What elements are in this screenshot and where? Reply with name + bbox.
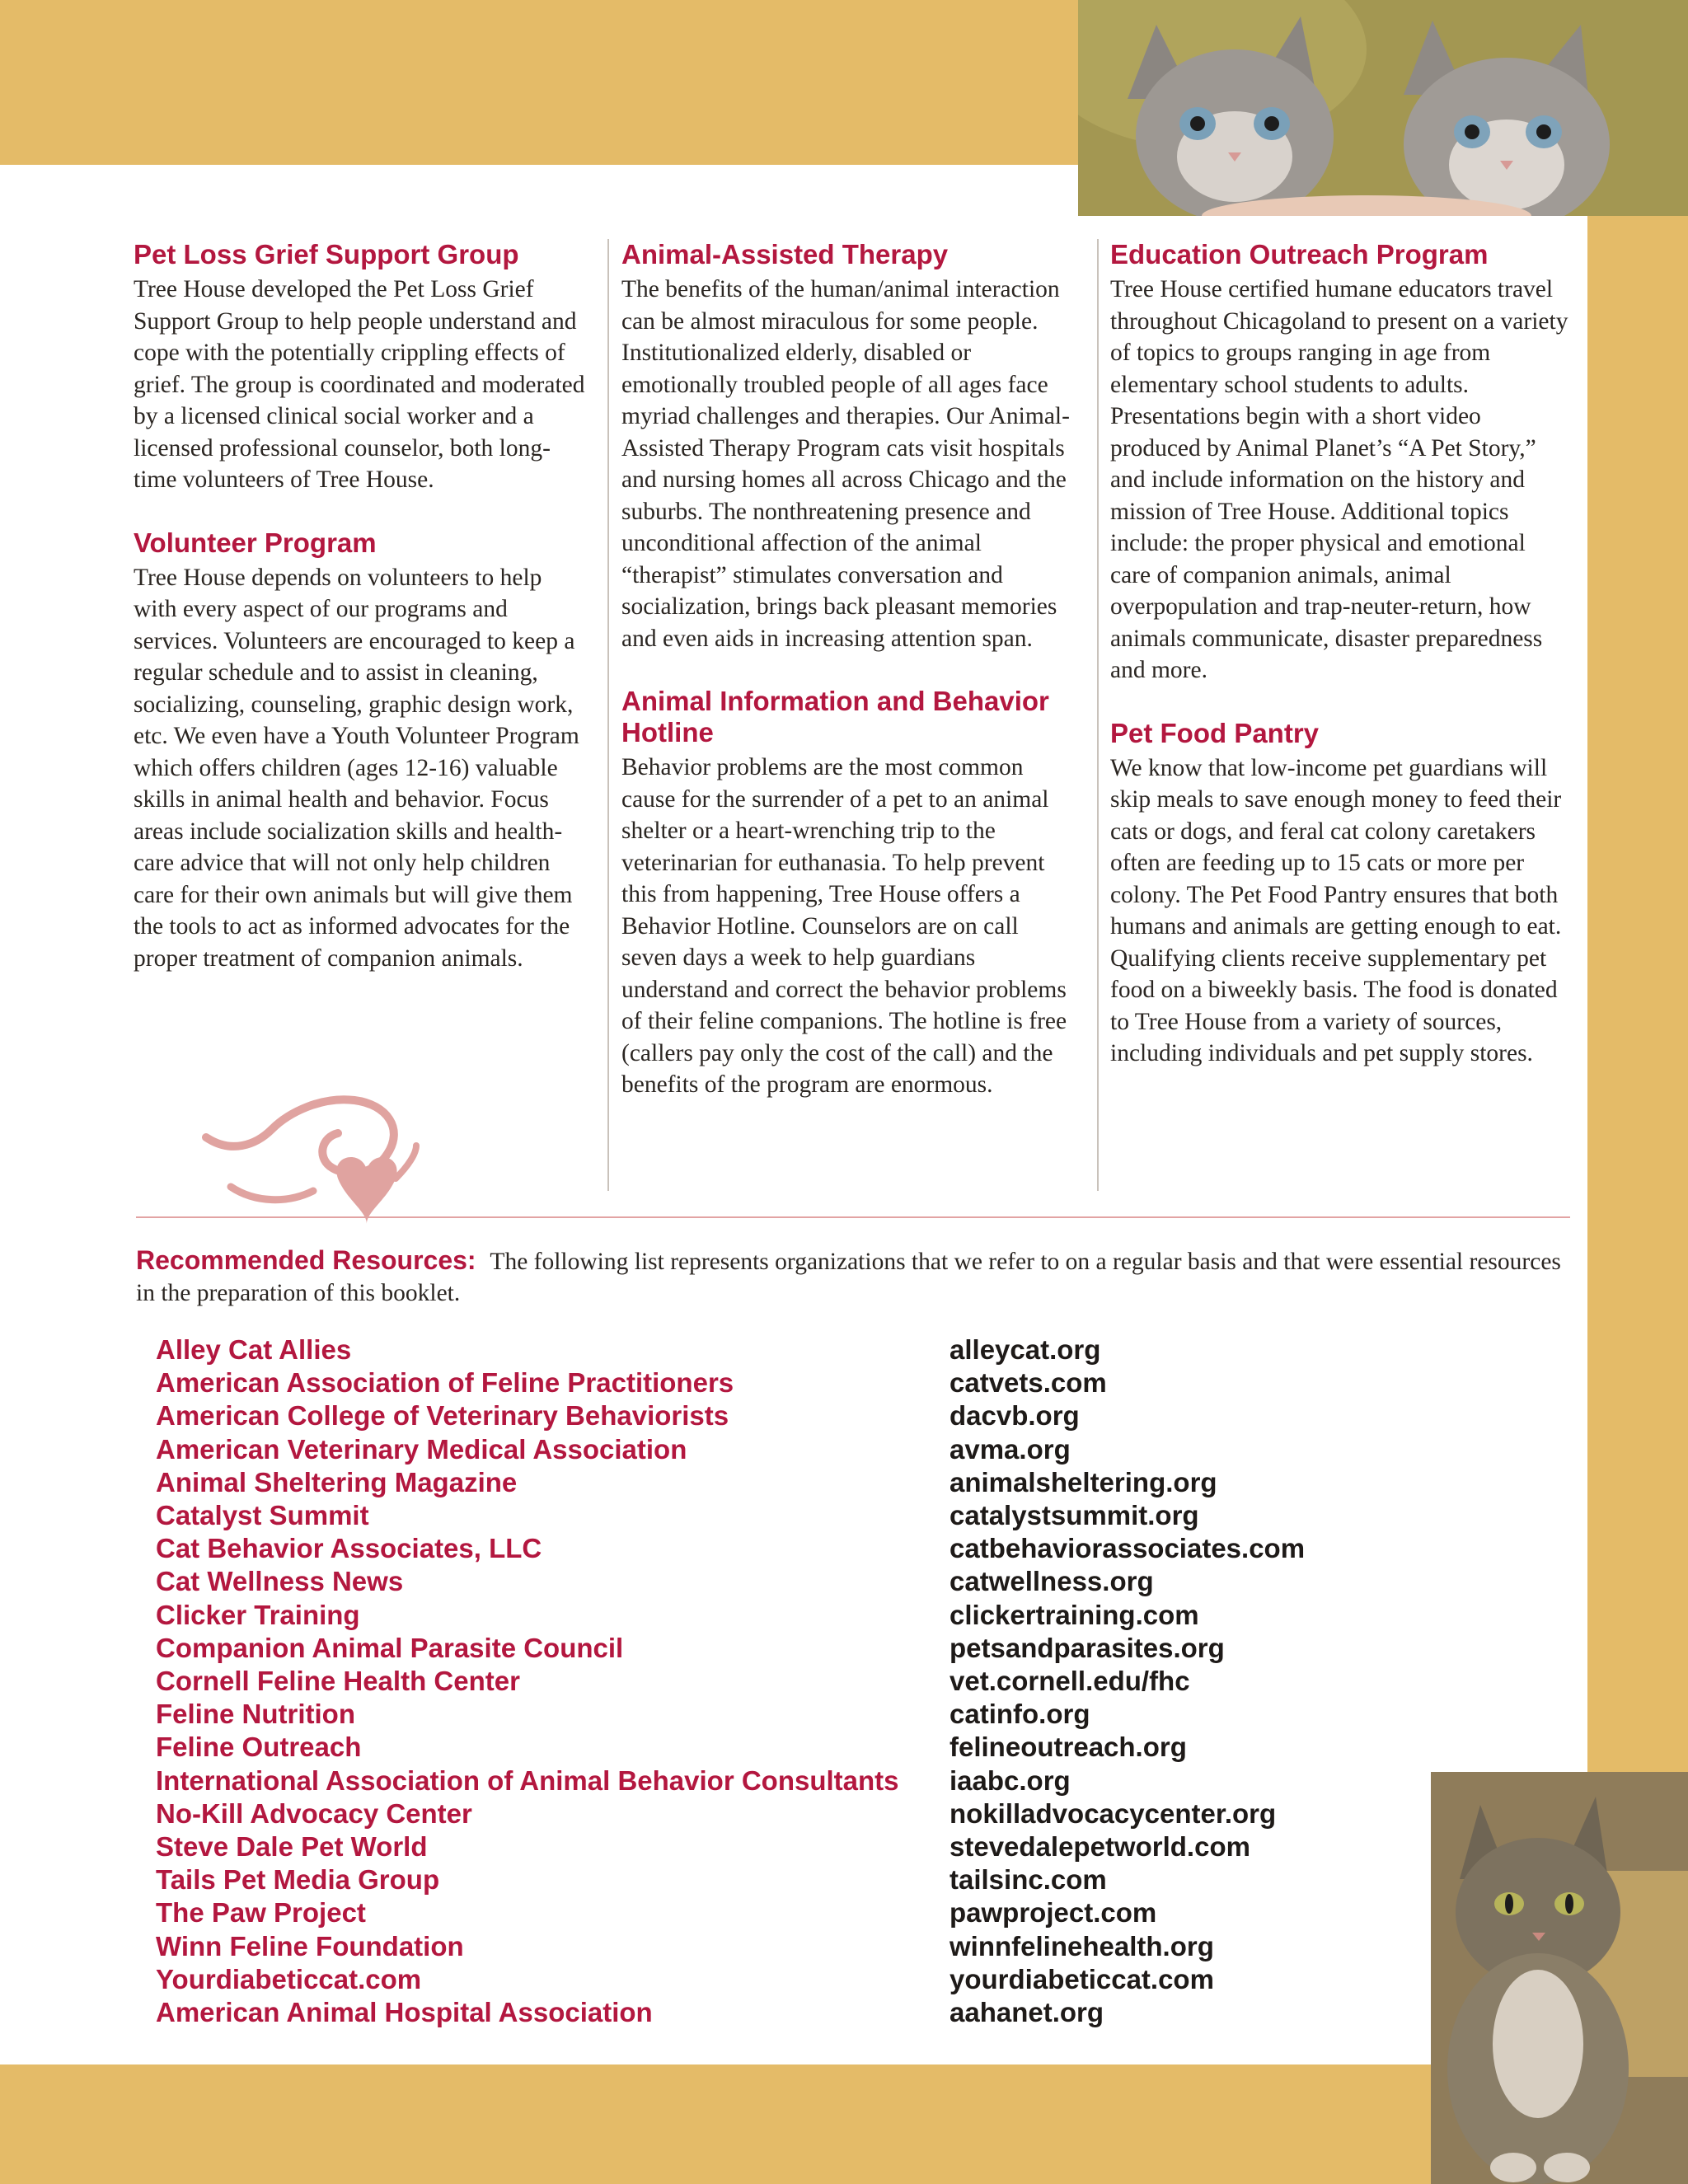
resource-url: felineoutreach.org xyxy=(950,1732,1187,1763)
resource-url: alleycat.org xyxy=(950,1334,1101,1365)
section-body: Tree House certified humane educators travel throughout Chicagoland to present on a variety of topics to groups ranging in age from elementary school students to adults. Presentations begin with a short video produced by Animal Planet’s “A Pet Story,” and include information on the history and mission of Tree House. Additional topics include: the proper physical and emotional care of companion animals, animal overpopulation and trap-neuter-return, how animals communicate, disaster preparedness and more. xyxy=(1110,276,1568,683)
section-body: The benefits of the human/animal interaction can be almost miraculous for some people. Institutionalized elderly, disabled or emotionally troubled people of all ages face myriad challenges and therapies. Our Animal-Assisted Therapy Program cats visit hospitals and nursing homes all across Chicago and the suburbs. The nonthreatening presence and unconditional affection of the animal “therapist” stimulates conversation and socialization, brings back pleasant memories and even aids in increasing attention span. xyxy=(621,276,1070,652)
resource-name: Alley Cat Allies xyxy=(156,1334,352,1365)
resource-url: catwellness.org xyxy=(950,1566,1154,1597)
resource-name: Tails Pet Media Group xyxy=(156,1864,440,1896)
resource-name: Cornell Feline Health Center xyxy=(156,1666,520,1697)
resource-url: iaabc.org xyxy=(950,1765,1071,1796)
resource-url-list xyxy=(950,1333,1444,2029)
section-education-outreach xyxy=(1110,239,1572,687)
section-heading: Animal Information and Behavior Hotline xyxy=(621,686,1049,748)
resource-url: catbehaviorassociates.com xyxy=(950,1533,1306,1564)
resource-url: avma.org xyxy=(950,1433,1071,1465)
resource-name: American Animal Hospital Association xyxy=(156,1997,653,2028)
resource-name: Catalyst Summit xyxy=(156,1500,369,1531)
resource-name: Cat Wellness News xyxy=(156,1566,404,1597)
column-left xyxy=(134,239,585,1005)
section-pet-loss-grief xyxy=(134,239,585,496)
section-body: Behavior problems are the most common cause for the surrender of a pet to an animal shelter or a heart-wrenching trip to the veterinarian for euthanasia. To help prevent this from happening, Tree House offers a Behavior Hotline. Counselors are on call seven days a week to help guardians understand and correct the behavior problems of their feline companions. The hotline is free (callers pay only the cost of the call) and the benefits of the program are enormous. xyxy=(621,754,1067,1098)
swirl-heart-icon xyxy=(198,1088,429,1228)
horizontal-rule xyxy=(136,1216,1570,1218)
column-divider xyxy=(607,239,609,1191)
resource-url: winnfelinehealth.org xyxy=(950,1930,1214,1961)
resource-name: No-Kill Advocacy Center xyxy=(156,1797,472,1829)
resource-name: Yourdiabeticcat.com xyxy=(156,1963,422,1994)
section-animal-assisted-therapy xyxy=(621,239,1073,654)
kittens-photo xyxy=(1078,0,1688,216)
resource-url: nokilladvocacycenter.org xyxy=(950,1797,1277,1829)
resource-name: Cat Behavior Associates, LLC xyxy=(156,1533,542,1564)
resources-intro-text: The following list represents organizations that we refer to on a regular basis and that were essential resources in the preparation of this booklet. xyxy=(136,1249,1561,1306)
resource-url: petsandparasites.org xyxy=(950,1632,1225,1663)
resource-name: Animal Sheltering Magazine xyxy=(156,1466,518,1497)
resource-name: Feline Nutrition xyxy=(156,1699,355,1730)
section-heading: Pet Loss Grief Support Group xyxy=(134,239,519,269)
resource-url: aahanet.org xyxy=(950,1997,1104,2028)
section-heading: Animal-Assisted Therapy xyxy=(621,239,949,269)
section-heading: Pet Food Pantry xyxy=(1110,717,1320,748)
resource-name: American Association of Feline Practitioners xyxy=(156,1367,734,1399)
resource-url: catinfo.org xyxy=(950,1699,1090,1730)
section-body: Tree House depends on volunteers to help with every aspect of our programs and services. Volunteers are encouraged to keep a regular schedule and to assist in cleaning, socializing, counseling, graphic design work, etc. We even have a Youth Volunteer Program which offers children (ages 12-16) valuable skills in animal health and behavior. Focus areas include socialization skills and health-care advice that will not only help children care for their own animals but will give them the tools to act as informed advocates for the proper treatment of companion animals. xyxy=(134,564,579,972)
section-heading: Education Outreach Program xyxy=(1110,239,1489,269)
resource-url: catvets.com xyxy=(950,1367,1107,1399)
resource-name: Winn Feline Foundation xyxy=(156,1930,464,1961)
resource-url: tailsinc.com xyxy=(950,1864,1107,1896)
section-heading: Volunteer Program xyxy=(134,527,377,558)
tabby-cat-photo xyxy=(1431,1772,1688,2184)
resources-intro xyxy=(136,1244,1570,1309)
resource-name: International Association of Animal Behavior Consultants xyxy=(156,1765,899,1796)
column-middle xyxy=(621,239,1073,1132)
resource-url: animalsheltering.org xyxy=(950,1466,1217,1497)
section-body: Tree House developed the Pet Loss Grief Support Group to help people understand and cope with the potentially crippling effects of grief. The group is coordinated and moderated by a licensed clinical social worker and a licensed professional counselor, both long-time volunteers of Tree House. xyxy=(134,276,585,493)
column-right xyxy=(1110,239,1572,1101)
section-behavior-hotline xyxy=(621,686,1073,1101)
resource-url: vet.cornell.edu/fhc xyxy=(950,1666,1190,1697)
resource-name: American College of Veterinary Behaviorists xyxy=(156,1400,729,1432)
resource-url: stevedalepetworld.com xyxy=(950,1831,1250,1863)
resource-name: American Veterinary Medical Association xyxy=(156,1433,687,1465)
section-body: We know that low-income pet guardians will skip meals to save enough money to feed their cats or dogs, and feral cat colony caretakers often are feeding up to 15 cats or more per colony. The Pet Food Pantry ensures that both humans and animals are getting enough to eat. Qualifying clients receive supplementary pet food on a biweekly basis. The food is donated to Tree House from a variety of sources, including individuals and pet supply stores. xyxy=(1110,754,1562,1066)
resource-name: Steve Dale Pet World xyxy=(156,1831,428,1863)
resource-url: pawproject.com xyxy=(950,1897,1157,1929)
resource-name: The Paw Project xyxy=(156,1897,366,1929)
resource-name: Feline Outreach xyxy=(156,1732,362,1763)
resource-url: dacvb.org xyxy=(950,1400,1080,1432)
section-volunteer-program xyxy=(134,527,585,975)
resource-name-list xyxy=(156,1333,980,2029)
resource-name: Clicker Training xyxy=(156,1599,360,1630)
resource-url: yourdiabeticcat.com xyxy=(950,1963,1214,1994)
resource-url: catalystsummit.org xyxy=(950,1500,1199,1531)
resource-name: Companion Animal Parasite Council xyxy=(156,1632,624,1663)
section-pet-food-pantry xyxy=(1110,718,1572,1070)
column-divider xyxy=(1097,239,1099,1191)
resources-intro-label: Recommended Resources: xyxy=(136,1245,476,1275)
resource-url: clickertraining.com xyxy=(950,1599,1199,1630)
